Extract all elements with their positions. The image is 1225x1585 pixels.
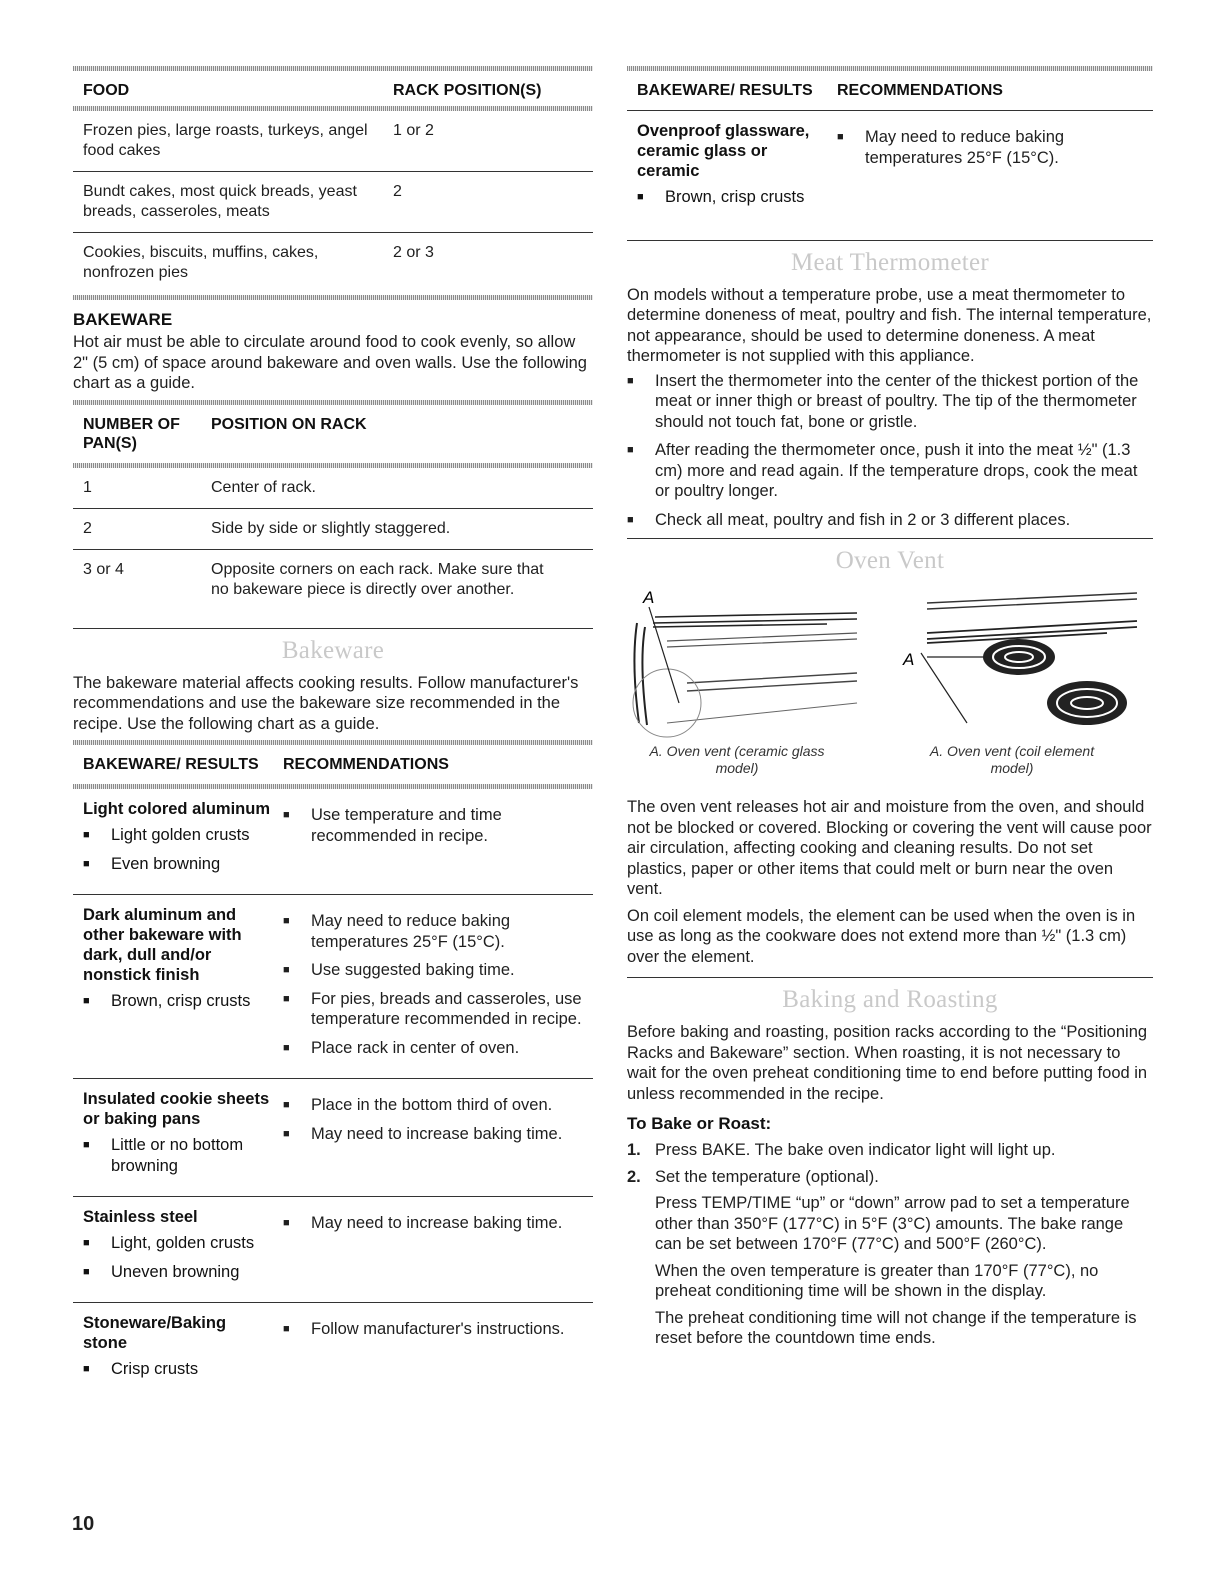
bakeware-table-continued bbox=[627, 81, 1153, 228]
table-row bbox=[73, 895, 593, 1079]
bake-roast-subhead: To Bake or Roast: bbox=[627, 1114, 772, 1133]
list-item: ■ Even browning bbox=[83, 854, 273, 875]
table-row bbox=[73, 549, 593, 610]
results-list bbox=[83, 1359, 273, 1380]
dotted-rule bbox=[73, 740, 593, 745]
coil-burner-icon bbox=[1047, 681, 1127, 725]
pans-cell: 2 bbox=[73, 508, 201, 549]
list-item: ■ Little or no bottom browning bbox=[83, 1135, 273, 1176]
table-header-rack: RACK POSITION(S) bbox=[393, 82, 542, 99]
list-item: ■ May need to increase baking time. bbox=[283, 1124, 593, 1145]
divider bbox=[627, 977, 1153, 978]
step-text: Press BAKE. The bake oven indicator light will light up. bbox=[655, 1141, 1056, 1159]
bakeware-material-cell bbox=[73, 1303, 273, 1400]
results-list bbox=[83, 1135, 273, 1176]
recommendations-list bbox=[283, 911, 593, 1058]
bakeware-material: Ovenproof glassware, ceramic glass or ceramic bbox=[637, 122, 810, 180]
bakeware-material-cell bbox=[73, 895, 273, 1079]
dotted-rule bbox=[73, 66, 593, 71]
bakeware-material: Insulated cookie sheets or baking pans bbox=[83, 1090, 270, 1128]
vent-paragraph-2: On coil element models, the element can be used when the oven is in use as long as the cookware does not extend more than ½" (1.3 cm) over the element. bbox=[627, 906, 1136, 966]
results-list bbox=[83, 1233, 273, 1282]
list-item: ■ May need to reduce baking temperatures 25°F (15°C). bbox=[837, 127, 1153, 168]
table-header-pans: NUMBER OF PAN(S) bbox=[83, 415, 180, 452]
table-row bbox=[73, 789, 593, 895]
table-row bbox=[73, 233, 593, 294]
food-cell: Cookies, biscuits, muffins, cakes, nonfrozen pies bbox=[73, 233, 383, 294]
table-row bbox=[73, 111, 593, 172]
meat-bullets bbox=[627, 371, 1153, 531]
divider bbox=[627, 240, 1153, 241]
list-item: ■ May need to reduce baking temperatures 25°F (15°C). bbox=[283, 911, 593, 952]
table-row bbox=[73, 1303, 593, 1400]
step-detail: The preheat conditioning time will not change if the temperature is reset before the countdown time ends. bbox=[655, 1308, 1137, 1347]
recommendations-cell bbox=[273, 1197, 593, 1303]
dotted-rule bbox=[73, 295, 593, 300]
table-row bbox=[73, 508, 593, 549]
section-title-oven-vent: Oven Vent bbox=[835, 547, 945, 574]
page-number: 10 bbox=[72, 1513, 95, 1535]
results-list bbox=[83, 991, 273, 1012]
results-list bbox=[637, 187, 827, 208]
bakeware-material-cell bbox=[73, 789, 273, 895]
recommendations-list bbox=[837, 127, 1153, 168]
table-row bbox=[73, 1197, 593, 1303]
table-row bbox=[73, 172, 593, 233]
dotted-rule bbox=[73, 400, 593, 405]
vent-paragraph-1: The oven vent releases hot air and moisture from the oven, and should not be blocked or covered. Blocking or covering the vent will cause poor air circulation, affecting cooking and cleaning results. Do not set plastics, paper or other items that could melt or burn near the oven vent. bbox=[627, 798, 1152, 898]
food-rack-table bbox=[73, 81, 593, 293]
list-item: ■ Use temperature and time recommended in recipe. bbox=[283, 805, 593, 846]
bakeware-material-cell bbox=[73, 1197, 273, 1303]
step-text: Set the temperature (optional). bbox=[655, 1167, 879, 1186]
list-item: ■ Crisp crusts bbox=[83, 1359, 273, 1380]
left-column bbox=[73, 66, 593, 1400]
list-item: ■ Place in the bottom third of oven. bbox=[283, 1095, 593, 1116]
table-row bbox=[627, 111, 1153, 228]
pans-table bbox=[73, 415, 593, 610]
figure-label-a: A bbox=[903, 650, 915, 669]
recommendations-cell bbox=[273, 1303, 593, 1400]
list-item: ■ May need to increase baking time. bbox=[283, 1213, 593, 1234]
food-cell: Frozen pies, large roasts, turkeys, angel food cakes bbox=[83, 122, 368, 159]
list-item: ■ After reading the thermometer once, push it into the meat ½" (1.3 cm) more and read again. If the temperature drops, cook the meat or poultry longer. bbox=[627, 440, 1153, 502]
bakeware-material: Stoneware/Baking stone bbox=[83, 1314, 227, 1352]
list-item: ■ Light, golden crusts bbox=[83, 1233, 273, 1254]
bakeware-rows bbox=[73, 789, 593, 1400]
list-item: ■ Light golden crusts bbox=[83, 825, 273, 846]
bakeware-heading: BAKEWARE bbox=[73, 310, 173, 329]
bakeware-material-intro: The bakeware material affects cooking results. Follow manufacturer's recommendations and use the bakeware size recommended in the recipe. Use the following chart as a guide. bbox=[73, 673, 579, 733]
bakeware-material-cell bbox=[627, 111, 827, 228]
bakeware-material: Stainless steel bbox=[83, 1208, 198, 1226]
step-number: 1. bbox=[627, 1141, 641, 1159]
section-title-baking-roasting: Baking and Roasting bbox=[782, 986, 998, 1013]
pans-cell: 1 bbox=[83, 478, 92, 496]
table-header-position: POSITION ON RACK bbox=[211, 415, 367, 433]
list-item: ■ Uneven browning bbox=[83, 1262, 273, 1283]
oven-vent-figures bbox=[627, 583, 1153, 783]
bakeware-material: Light colored aluminum bbox=[83, 800, 271, 818]
list-item: ■ Check all meat, poultry and fish in 2 or 3 different places. bbox=[627, 510, 1153, 531]
recommendations-cell bbox=[273, 895, 593, 1079]
list-item: ■ Place rack in center of oven. bbox=[283, 1038, 593, 1059]
recommendations-list bbox=[283, 1319, 593, 1340]
list-item bbox=[627, 1167, 1153, 1349]
table-header-recommendations: RECOMMENDATIONS bbox=[837, 82, 1003, 99]
results-list bbox=[83, 825, 273, 874]
bakeware-intro: Hot air must be able to circulate around food to cook evenly, so allow 2" (5 cm) of space around bakeware and oven walls. Use the following chart as a guide. bbox=[73, 333, 587, 392]
recommendations-list bbox=[283, 1095, 593, 1144]
step-detail: When the oven temperature is greater than 170°F (77°C), no preheat conditioning time will be shown in the display. bbox=[655, 1261, 1099, 1300]
dotted-rule bbox=[627, 66, 1153, 71]
list-item: ■ Follow manufacturer's instructions. bbox=[283, 1319, 593, 1340]
list-item: ■ Brown, crisp crusts bbox=[83, 991, 273, 1012]
rack-cell: 2 bbox=[383, 172, 593, 233]
table-header-bakeware: BAKEWARE/ RESULTS bbox=[637, 82, 813, 99]
list-item: ■ Brown, crisp crusts bbox=[637, 187, 827, 208]
bakeware-table bbox=[73, 755, 593, 1400]
caption-ceramic: A. Oven vent (ceramic glass model) bbox=[649, 743, 825, 776]
oven-vent-coil-illustration bbox=[903, 583, 1147, 743]
step-detail: Press TEMP/TIME “up” or “down” arrow pad to set a temperature other than 350°F (177°C) in 5°F (3°C) amounts. The bake range can be set between 170°F (77°C) and 500°F (260°C). bbox=[655, 1194, 1130, 1253]
list-item bbox=[627, 1140, 1153, 1161]
meat-intro: On models without a temperature probe, use a meat thermometer to determine doneness of meat, poultry and fish. The internal temperature, not appearance, should be used to determine doneness. A meat thermometer is not supplied with this appliance. bbox=[627, 285, 1152, 365]
oven-vent-ceramic-illustration bbox=[627, 583, 877, 743]
recommendations-cell bbox=[827, 111, 1153, 228]
caption-coil: A. Oven vent (coil element model) bbox=[929, 743, 1095, 776]
recommendations-list bbox=[283, 805, 593, 846]
rack-cell: 1 or 2 bbox=[393, 122, 434, 139]
food-cell: Bundt cakes, most quick breads, yeast breads, casseroles, meats bbox=[73, 172, 383, 233]
position-cell: Opposite corners on each rack. Make sure that no bakeware piece is directly over another. bbox=[201, 549, 593, 610]
list-item: ■ Insert the thermometer into the center of the thickest portion of the meat or inner thigh or breast of poultry. The tip of the thermometer should not touch fat, bone or gristle. bbox=[627, 371, 1153, 433]
rack-cell: 2 or 3 bbox=[383, 233, 593, 294]
section-title-bakeware: Bakeware bbox=[281, 636, 385, 664]
recommendations-cell bbox=[273, 789, 593, 895]
position-cell: Side by side or slightly staggered. bbox=[201, 508, 593, 549]
table-header-recommendations: RECOMMENDATIONS bbox=[283, 756, 449, 773]
divider bbox=[73, 628, 593, 629]
figure-label-a: A bbox=[643, 588, 655, 607]
table-row bbox=[73, 1079, 593, 1197]
bakeware-material: Dark aluminum and other bakeware with dark, dull and/or nonstick finish bbox=[83, 906, 242, 984]
bakeware-material-cell bbox=[73, 1079, 273, 1197]
step-number: 2. bbox=[627, 1167, 641, 1186]
divider bbox=[627, 538, 1153, 539]
section-title-meat-thermometer: Meat Thermometer bbox=[790, 248, 989, 276]
bakeware-rows bbox=[627, 111, 1153, 228]
table-row bbox=[73, 468, 593, 509]
table-header-bakeware: BAKEWARE/ RESULTS bbox=[83, 756, 259, 773]
table-header-food: FOOD bbox=[83, 82, 130, 99]
recommendations-list bbox=[283, 1213, 593, 1234]
position-cell: Center of rack. bbox=[211, 478, 316, 496]
list-item: ■ Use suggested baking time. bbox=[283, 960, 593, 981]
bake-steps bbox=[627, 1140, 1153, 1349]
pans-cell: 3 or 4 bbox=[73, 549, 201, 610]
recommendations-cell bbox=[273, 1079, 593, 1197]
baking-intro: Before baking and roasting, position racks according to the “Positioning Racks and Bakeware” section. When roasting, it is not necessary to wait for the oven preheat conditioning time to end before putting food in unless recommended in the recipe. bbox=[627, 1023, 1148, 1103]
list-item: ■ For pies, breads and casseroles, use temperature recommended in recipe. bbox=[283, 989, 593, 1030]
right-column bbox=[627, 66, 1153, 1355]
